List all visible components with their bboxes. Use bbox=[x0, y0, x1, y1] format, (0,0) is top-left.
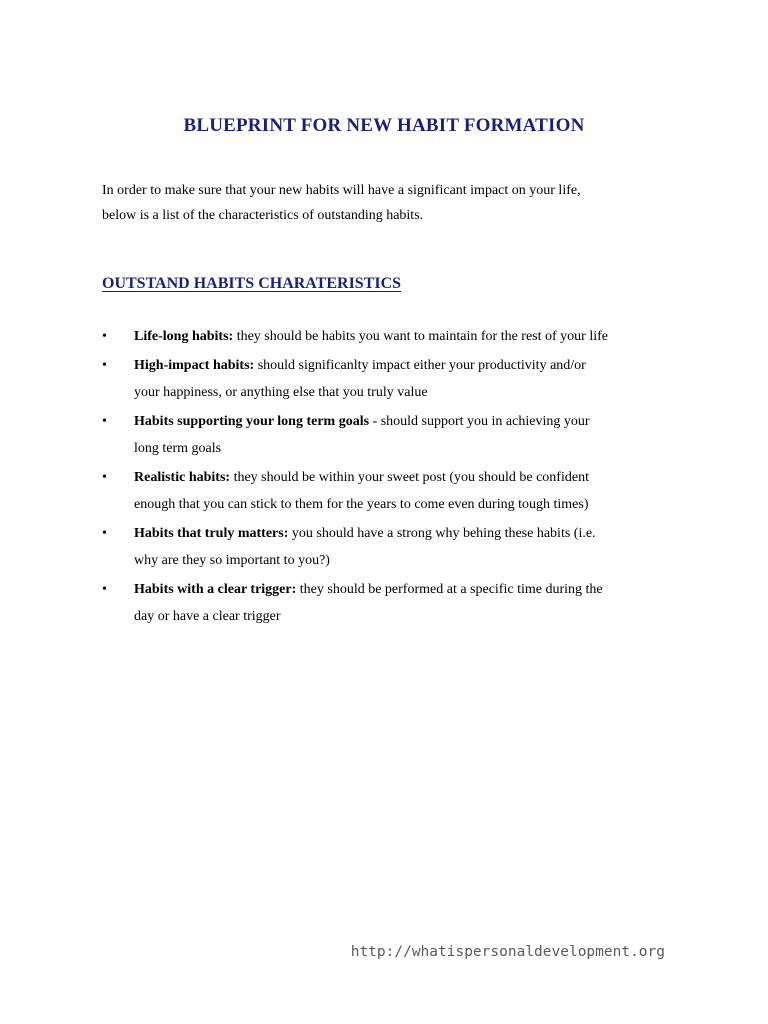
item-text: should significanlty impact either your productivity and/or bbox=[254, 357, 586, 373]
bullet-icon: • bbox=[102, 525, 107, 541]
item-term: Habits with a clear trigger: bbox=[134, 581, 297, 597]
item-term: Life-long habits: bbox=[134, 329, 234, 344]
list-item bbox=[102, 352, 682, 407]
item-term: Realistic habits: bbox=[134, 469, 231, 485]
item-term: Habits that truly matters: bbox=[134, 525, 289, 541]
bullet-icon: • bbox=[102, 329, 107, 344]
page-title: BLUEPRINT FOR NEW HABIT FORMATION bbox=[183, 115, 585, 136]
list-item bbox=[102, 323, 682, 351]
bullet-icon: • bbox=[102, 357, 107, 373]
item-second-line: day or have a clear trigger bbox=[134, 609, 281, 624]
item-term: Habits supporting your long term goals bbox=[134, 413, 370, 429]
item-second-line: enough that you can stick to them for the years to come even during tough times) bbox=[134, 497, 589, 512]
section-heading: OUTSTAND HABITS CHARATERISTICS bbox=[102, 275, 402, 292]
item-first-line bbox=[134, 576, 682, 604]
item-text: they should be habits you want to maintain for the rest of your life bbox=[233, 329, 608, 344]
item-second-line: why are they so important to you?) bbox=[134, 553, 330, 568]
item-second-line: long term goals bbox=[134, 441, 222, 456]
item-first-line bbox=[134, 520, 682, 548]
item-term: High-impact habits: bbox=[134, 357, 255, 373]
item-text: you should have a strong why behing these habits (i.e. bbox=[288, 525, 596, 541]
bullet-icon: • bbox=[102, 413, 107, 429]
list-item bbox=[102, 520, 682, 575]
bullet-icon: • bbox=[102, 581, 107, 597]
item-first-line bbox=[134, 352, 682, 380]
intro-paragraph bbox=[102, 178, 682, 228]
bullet-icon: • bbox=[102, 469, 107, 485]
item-first-line bbox=[134, 408, 682, 436]
list-item bbox=[102, 576, 682, 631]
intro-line: In order to make sure that your new habits will have a significant impact on your life, bbox=[102, 183, 581, 198]
item-first-line bbox=[134, 323, 682, 351]
item-text: - should support you in achieving your bbox=[369, 413, 590, 429]
item-second-line: your happiness, or anything else that you truly value bbox=[134, 385, 428, 400]
footer-url-link[interactable]: http://whatispersonaldevelopment.org bbox=[350, 944, 665, 960]
list-item bbox=[102, 408, 682, 463]
list-item bbox=[102, 464, 682, 519]
item-text: they should be performed at a specific time during the bbox=[296, 581, 603, 597]
item-text: they should be within your sweet post (you should be confident bbox=[230, 469, 589, 485]
intro-line: below is a list of the characteristics of outstanding habits. bbox=[102, 208, 424, 223]
item-first-line bbox=[134, 464, 682, 492]
habit-characteristics-list bbox=[102, 323, 682, 632]
